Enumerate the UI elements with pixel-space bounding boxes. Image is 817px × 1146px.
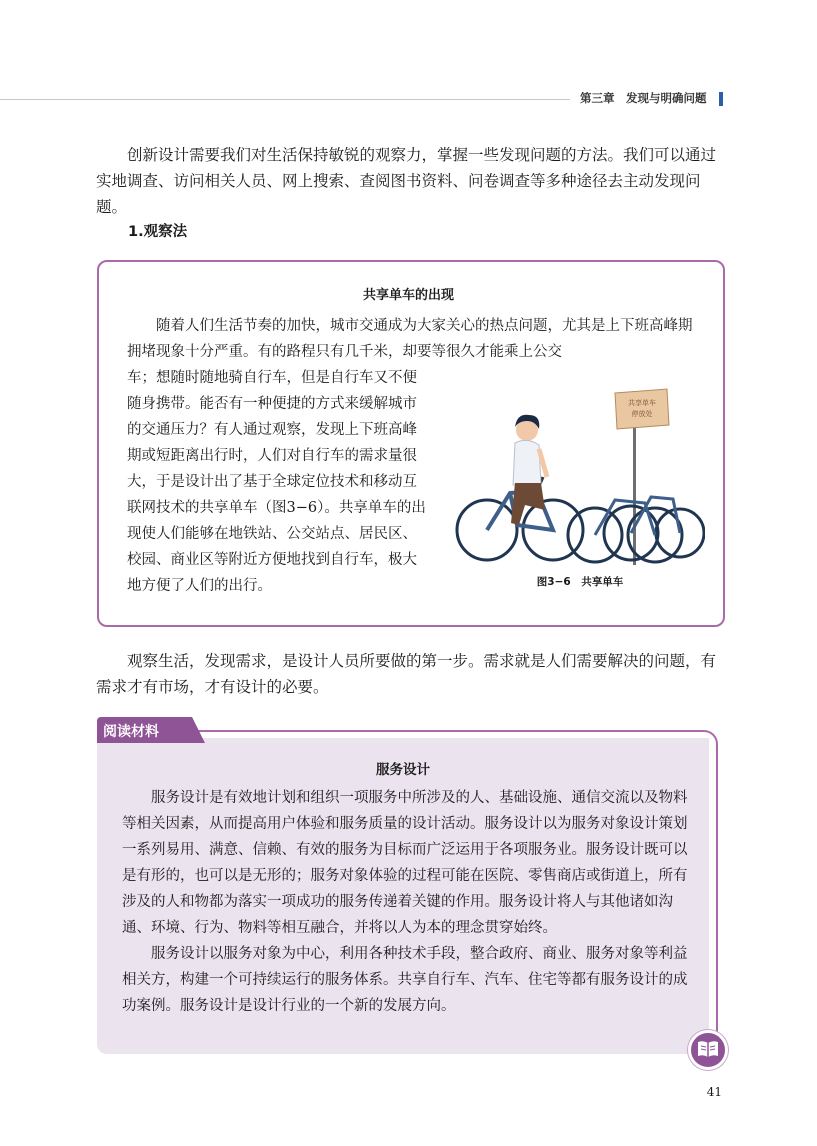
reading-body [122, 785, 690, 1019]
reading-paragraph: 服务设计以服务对象为中心，利用各种技术手段，整合政府、商业、服务对象等利益相关方，构建一个可持续运行的服务体系。共享自行车、汽车、住宅等都有服务设计的成功案例。服务设计是设计行业的一个新的发展方向。 [122, 946, 688, 1014]
header-divider [0, 99, 570, 100]
book-icon [688, 1030, 728, 1070]
chapter-marker [719, 92, 723, 106]
reading-tab-label: 阅读材料 [103, 724, 159, 740]
need-section [96, 648, 730, 700]
page-number: 41 [706, 1085, 722, 1099]
reading-title: 服务设计 [376, 762, 430, 778]
chapter-title: 第三章 发现与明确问题 [580, 91, 707, 105]
reading-paragraph: 服务设计是有效地计划和组织一项服务中所涉及的人、基础设施、通信交流以及物料等相关因素，从而提高用户体验和服务质量的设计活动。服务设计以为服务对象设计策划一系列易用、满意、信赖、有效的服务为目标而广泛运用于各项服务业。服务设计既可以是有形的，也可以是无形的；服务对象体验的过程可能在医院、零售商店或街道上，所有涉及的人和物都为落实一项成功的服务传递着关键的作用。服务设计将人与其他诸如沟通、环境、行为、物料等相互融合，并将以人为本的理念贯穿始终。 [122, 790, 688, 936]
sign-line-2: 停放处 [631, 410, 653, 418]
case-title: 共享单车的出现 [362, 288, 454, 303]
bicycle-illustration [455, 385, 705, 570]
intro-section [96, 142, 730, 220]
sign-line-1: 共享单车 [628, 399, 656, 407]
case-side-paragraph: 车；想随时随地骑自行车，但是自行车又不便随身携带。能否有一种便捷的方式来缓解城市的交通压力？有人通过观察，发现上下班高峰期或短距离出行时，人们对自行车的需求量很大，于是设计出了基于全球定位技术和移动互联网技术的共享单车（图3−6）。共享单车的出现使人们能够在地铁站、公交站点、居民区、校园、商业区等附近方便地找到自行车，极大地方便了人们的出行。 [127, 370, 426, 594]
need-paragraph: 观察生活，发现需求，是设计人员所要做的第一步。需求就是人们需要解决的问题，有需求才有市场，才有设计的必要。 [96, 652, 717, 696]
intro-paragraph: 创新设计需要我们对生活保持敏锐的观察力，掌握一些发现问题的方法。我们可以通过实地调查、访问相关人员、网上搜索、查阅图书资料、问卷调查等多种途径去主动发现问题。 [96, 146, 717, 216]
figure-caption: 图3−6 共享单车 [536, 576, 624, 588]
case-lead-paragraph: 随着人们生活节奏的加快，城市交通成为大家关心的热点问题，尤其是上下班高峰期拥堵现象十分严重。有的路程只有几千米，却要等很久才能乘上公交 [127, 318, 693, 360]
section-heading: 1.观察法 [128, 224, 188, 240]
